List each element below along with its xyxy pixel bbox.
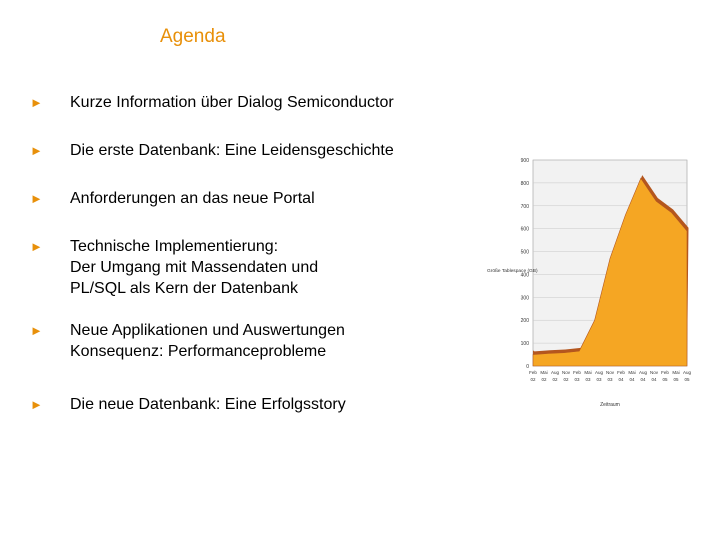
x-tick-year-label: 02	[541, 377, 547, 382]
agenda-item-line: Die neue Datenbank: Eine Erfolgsstory	[70, 396, 346, 413]
agenda-item	[30, 320, 345, 362]
x-tick-label: Aug	[594, 370, 604, 375]
x-tick-year-label: 05	[662, 377, 668, 382]
x-tick-year-label: 04	[618, 377, 624, 382]
bullet-arrow-icon: ►	[30, 323, 43, 338]
agenda-item-line: Anforderungen an das neue Portal	[70, 190, 315, 207]
x-axis-label: Zeitraum	[600, 402, 620, 408]
y-tick-label: 0	[526, 364, 529, 370]
agenda-item	[30, 394, 346, 415]
agenda-item-line: Kurze Information über Dialog Semiconductor	[70, 94, 394, 111]
x-tick-label: Mai	[584, 370, 592, 375]
x-tick-year-label: 05	[684, 377, 690, 382]
agenda-item	[30, 188, 315, 209]
bullet-arrow-icon: ►	[30, 191, 43, 206]
agenda-item-text	[70, 140, 394, 161]
x-tick-year-label: 04	[629, 377, 635, 382]
x-tick-label: Aug	[550, 370, 560, 375]
x-tick-label: Feb	[661, 370, 669, 375]
x-tick-label: Nov	[561, 370, 571, 375]
agenda-item	[30, 140, 394, 161]
x-tick-label: Nov	[605, 370, 615, 375]
x-tick-label: Nov	[649, 370, 659, 375]
x-tick-year-label: 02	[552, 377, 558, 382]
x-tick-label: Feb	[617, 370, 625, 375]
x-tick-year-label: 03	[585, 377, 591, 382]
y-tick-label: 200	[520, 318, 529, 325]
agenda-item	[30, 92, 394, 113]
agenda-item	[30, 236, 318, 299]
x-tick-year-label: 04	[640, 377, 646, 382]
x-tick-year-label: 03	[596, 377, 602, 382]
agenda-item-text	[70, 92, 394, 113]
agenda-item-line: Die erste Datenbank: Eine Leidensgeschichte	[70, 142, 394, 159]
x-tick-label: Mai	[628, 370, 636, 375]
x-tick-year-label: 03	[574, 377, 580, 382]
bullet-arrow-icon: ►	[30, 239, 43, 254]
bullet-arrow-icon: ►	[30, 143, 43, 158]
agenda-item-line: PL/SQL als Kern der Datenbank	[70, 280, 298, 297]
y-tick-label: 800	[520, 180, 529, 187]
y-axis-label: Größe Tablespace (GB)	[487, 269, 538, 274]
y-tick-label: 500	[520, 249, 529, 256]
x-tick-label: Feb	[529, 370, 537, 375]
x-tick-label: Mai	[672, 370, 680, 375]
y-tick-label: 300	[520, 295, 529, 302]
agenda-item-line: Neue Applikationen und Auswertungen	[70, 322, 345, 339]
tablespace-growth-chart	[485, 150, 695, 412]
agenda-item-text	[70, 188, 315, 209]
y-tick-label: 100	[520, 341, 529, 348]
agenda-item-text	[70, 394, 346, 415]
x-tick-label: Mai	[540, 370, 548, 375]
y-tick-label: 900	[520, 158, 529, 164]
agenda-item-text	[70, 320, 345, 362]
y-tick-label: 400	[520, 272, 529, 279]
x-tick-year-label: 03	[607, 377, 613, 382]
x-tick-year-label: 02	[563, 377, 569, 382]
bullet-arrow-icon: ►	[30, 95, 43, 110]
agenda-item-line: Der Umgang mit Massendaten und	[70, 259, 319, 276]
agenda-item-line: Konsequenz: Performanceprobleme	[70, 343, 327, 360]
agenda-item-line: Technische Implementierung:	[70, 238, 279, 255]
x-tick-year-label: 04	[651, 377, 657, 382]
bullet-arrow-icon: ►	[30, 397, 43, 412]
x-tick-label: Aug	[682, 370, 692, 375]
agenda-item-text	[70, 236, 318, 299]
x-tick-year-label: 05	[673, 377, 679, 382]
x-tick-label: Aug	[638, 370, 648, 375]
slide-title: Agenda	[160, 26, 226, 47]
x-tick-label: Feb	[573, 370, 581, 375]
x-tick-year-label: 02	[530, 377, 536, 382]
y-tick-label: 600	[520, 226, 529, 233]
y-tick-label: 700	[520, 203, 529, 210]
